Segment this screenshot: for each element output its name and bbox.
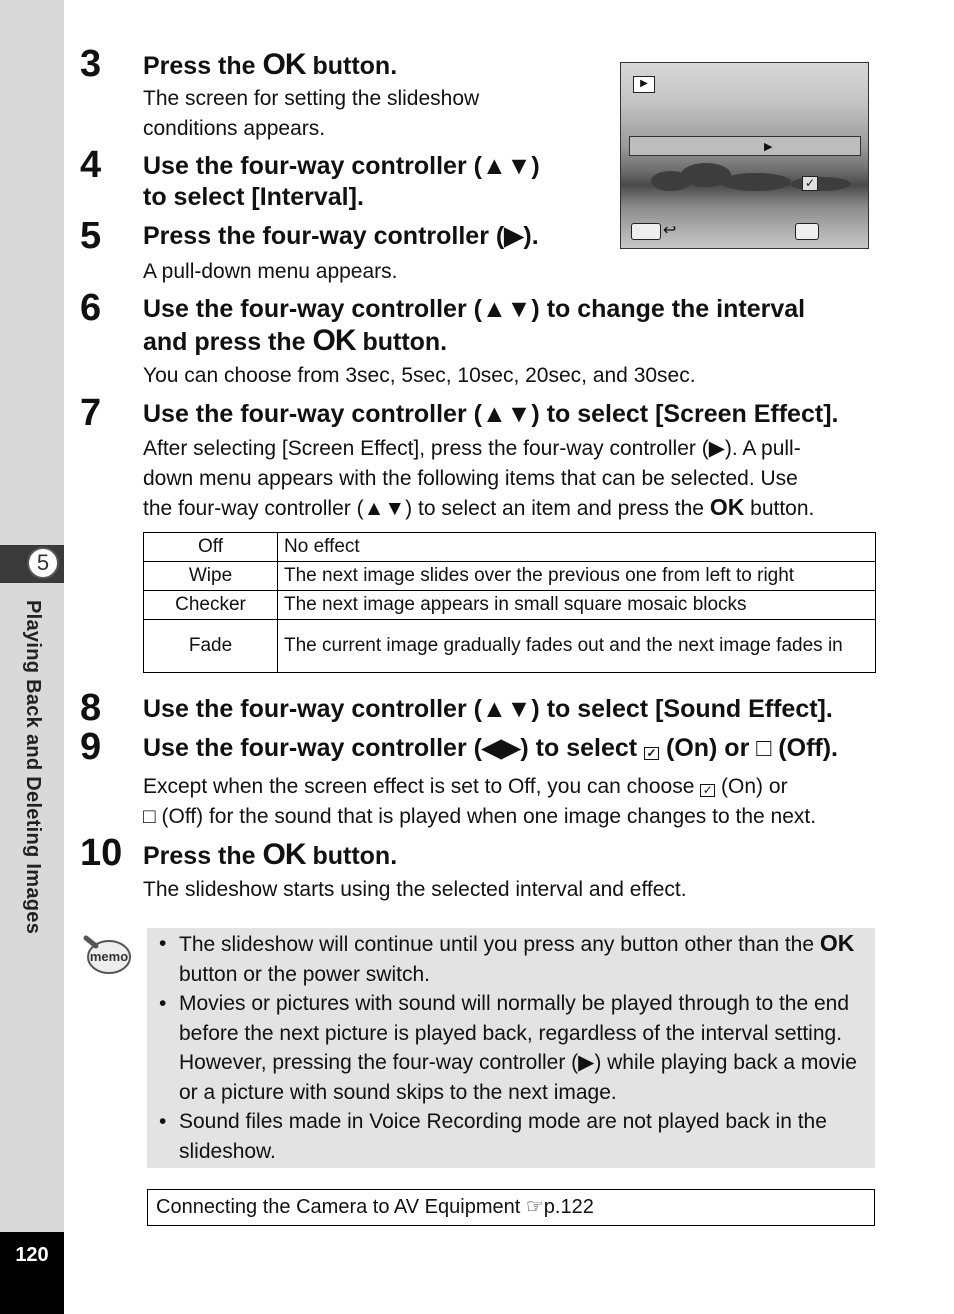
ok-button-indicator — [795, 223, 819, 240]
list-item: • The slideshow will continue until you press any button other than the OK button or the power switch. — [159, 930, 855, 986]
camera-screen-illustration — [620, 62, 869, 249]
ok-button-icon: OK — [709, 494, 745, 520]
playback-mode-icon: ▶ — [633, 76, 655, 93]
step-heading: Use the four-way controller (▲▼) to change the interval and press the OK button. — [143, 295, 806, 357]
step-number: 8 — [80, 687, 102, 729]
checkbox-checked-icon: ✓ — [700, 784, 715, 797]
page-number: 120 — [15, 1244, 49, 1266]
ok-button-icon: OK — [819, 930, 855, 956]
list-item: • Sound files made in Voice Recording mode are not played back in the slideshow. — [159, 1110, 827, 1163]
step-number: 5 — [80, 215, 102, 257]
checkbox-checked-icon: ✓ — [644, 747, 659, 760]
ok-button-icon: OK — [262, 838, 306, 871]
memo-list — [157, 929, 869, 1166]
table-row: Off No effect — [144, 533, 876, 562]
pulldown-menu-bar — [629, 136, 861, 156]
step-heading: Press the OK button. — [143, 48, 398, 81]
step-heading: Press the four-way controller (▶). — [143, 222, 539, 250]
screen-effects-table — [143, 532, 876, 673]
table-row: Checker The next image appears in small square mosaic blocks — [144, 591, 876, 620]
table-row: Wipe The next image slides over the previous one from left to right — [144, 562, 876, 591]
table-row: Fade The current image gradually fades out and the next image fades in — [144, 620, 876, 673]
memo-icon — [80, 932, 132, 976]
chapter-number: 5 — [27, 547, 59, 579]
step-number: 9 — [80, 726, 102, 768]
step-body: You can choose from 3sec, 5sec, 10sec, 20sec, and 30sec. — [143, 364, 696, 387]
step-body: After selecting [Screen Effect], press the four-way controller (▶). A pull- down menu appears with the following items that can be selected. Use the four-way controller (▲▼) to select an item and press the OK button. — [143, 437, 815, 520]
step-heading: Use the four-way controller (◀▶) to select ✓ (On) or □ (Off). — [143, 734, 838, 762]
step-heading: Press the OK button. — [143, 838, 398, 871]
step-body: The screen for setting the slideshow conditions appears. — [143, 87, 480, 140]
ok-button-icon: OK — [312, 324, 356, 357]
right-arrow-icon: ▶ — [764, 141, 773, 153]
step-body: A pull-down menu appears. — [143, 260, 398, 283]
step-number: 10 — [80, 832, 123, 874]
step-body: Except when the screen effect is set to Off, you can choose ✓ (On) or □ (Off) for the sound that is played when one image changes to the next. — [143, 775, 817, 828]
menu-button-indicator — [631, 223, 661, 240]
step-number: 3 — [80, 43, 102, 85]
ok-button-icon: OK — [262, 48, 306, 81]
reference-box: Connecting the Camera to AV Equipment ☞p.122 — [147, 1189, 875, 1226]
step-number: 6 — [80, 287, 102, 329]
step-heading: Use the four-way controller (▲▼) to select [Sound Effect]. — [143, 695, 833, 723]
checkbox-checked-icon: ✓ — [802, 176, 818, 191]
step-heading: Use the four-way controller (▲▼) to select [Interval]. — [143, 152, 540, 211]
svg-text:memo: memo — [89, 949, 129, 964]
step-heading: Use the four-way controller (▲▼) to select [Screen Effect]. — [143, 400, 839, 428]
list-item: • Movies or pictures with sound will normally be played through to the end before the next picture is played back, regardless of the interval setting. However, pressing the four-way controller (▶) while playing back a movie or a picture with sound skips to the next image. — [159, 992, 857, 1104]
step-body: The slideshow starts using the selected interval and effect. — [143, 878, 687, 901]
step-number: 7 — [80, 392, 102, 434]
step-number: 4 — [80, 144, 102, 186]
back-arrow-icon: ↩ — [663, 222, 677, 239]
chapter-title: Playing Back and Deleting Images — [22, 600, 44, 935]
